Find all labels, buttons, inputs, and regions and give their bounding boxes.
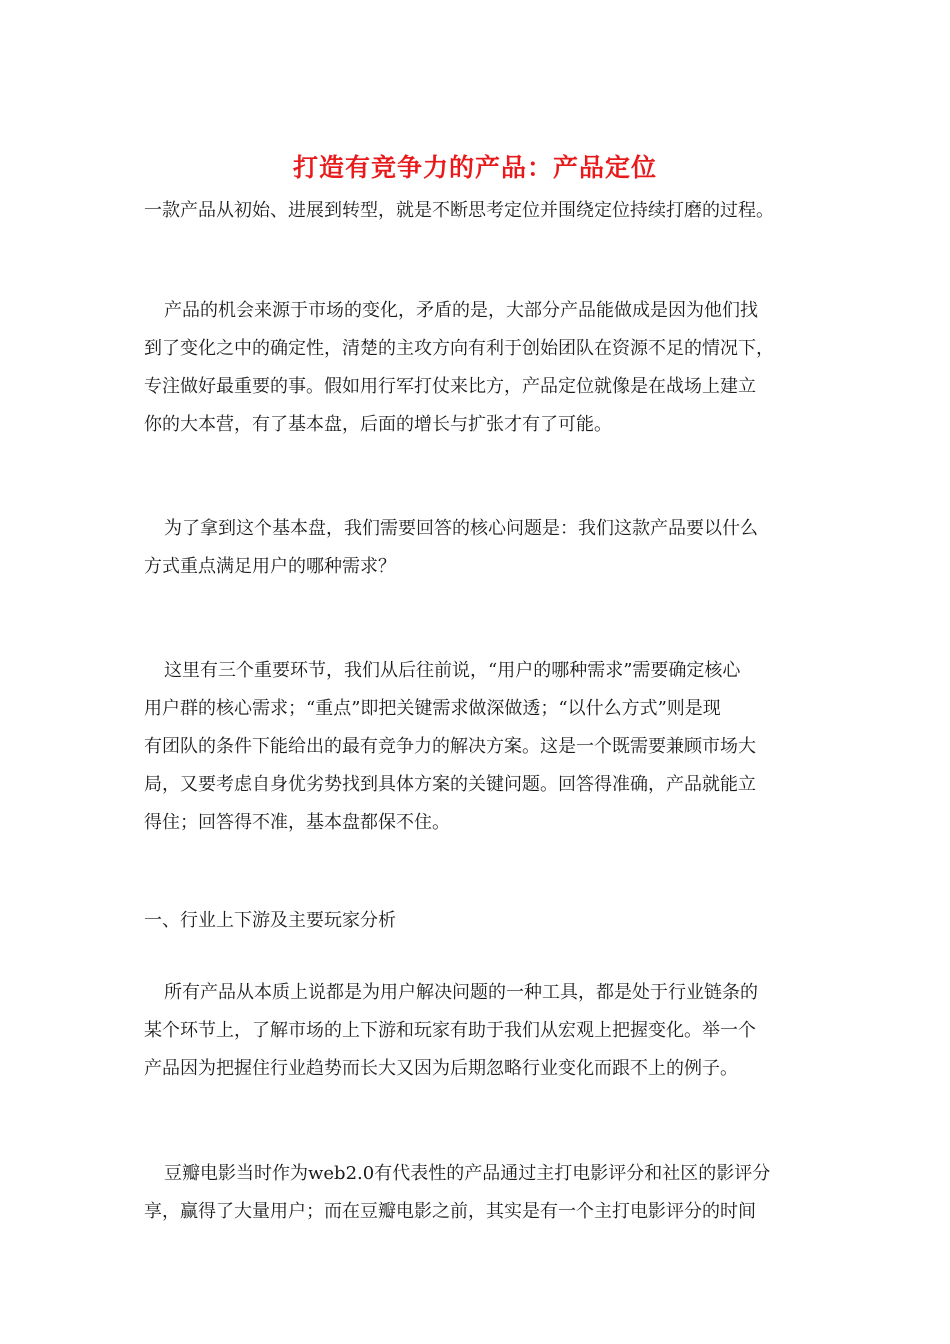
paragraph-1 — [144, 292, 800, 444]
paragraph-line: 所有产品从本质上说都是为用户解决问题的一种工具，都是处于行业链条的 — [164, 982, 758, 1003]
paragraph-5 — [144, 1155, 800, 1231]
paragraph-line: 某个环节上，了解市场的上下游和玩家有助于我们从宏观上把握变化。举一个 — [144, 1020, 756, 1041]
document-subtitle: 一款产品从初始、进展到转型，就是不断思考定位并围绕定位持续打磨的过程。 — [144, 200, 774, 221]
paragraph-line: 有团队的条件下能给出的最有竞争力的解决方案。这是一个既需要兼顾市场大 — [144, 736, 756, 757]
paragraph-line: 为了拿到这个基本盘，我们需要回答的核心问题是：我们这款产品要以什么 — [164, 518, 758, 539]
paragraph-line: 得住；回答得不准，基本盘都保不住。 — [144, 812, 450, 833]
paragraph-line: 用户群的核心需求；“重点”即把关键需求做深做透；“以什么方式”则是现 — [144, 698, 721, 719]
paragraph-line: 豆瓣电影当时作为web2.0有代表性的产品通过主打电影评分和社区的影评分 — [164, 1163, 771, 1184]
paragraph-line: 享，赢得了大量用户；而在豆瓣电影之前，其实是有一个主打电影评分的时间 — [144, 1201, 756, 1222]
document-title: 打造有竞争力的产品：产品定位 — [292, 153, 657, 182]
paragraph-line: 产品因为把握住行业趋势而长大又因为后期忽略行业变化而跟不上的例子。 — [144, 1058, 738, 1079]
paragraph-line: 局，又要考虑自身优劣势找到具体方案的关键问题。回答得准确，产品就能立 — [144, 774, 756, 795]
paragraph-line: 这里有三个重要环节，我们从后往前说，“用户的哪种需求”需要确定核心 — [164, 660, 741, 681]
paragraph-line: 到了变化之中的确定性，清楚的主攻方向有利于创始团队在资源不足的情况下， — [144, 338, 774, 359]
paragraph-line: 产品的机会来源于市场的变化，矛盾的是，大部分产品能做成是因为他们找 — [164, 300, 758, 321]
paragraph-line: 方式重点满足用户的哪种需求？ — [144, 556, 396, 577]
paragraph-4 — [144, 974, 800, 1088]
section-heading: 一、行业上下游及主要玩家分析 — [144, 910, 396, 931]
paragraph-3 — [144, 652, 800, 842]
paragraph-line: 你的大本营，有了基本盘，后面的增长与扩张才有了可能。 — [144, 414, 612, 435]
paragraph-2 — [144, 510, 800, 586]
paragraph-line: 专注做好最重要的事。假如用行军打仗来比方，产品定位就像是在战场上建立 — [144, 376, 756, 397]
